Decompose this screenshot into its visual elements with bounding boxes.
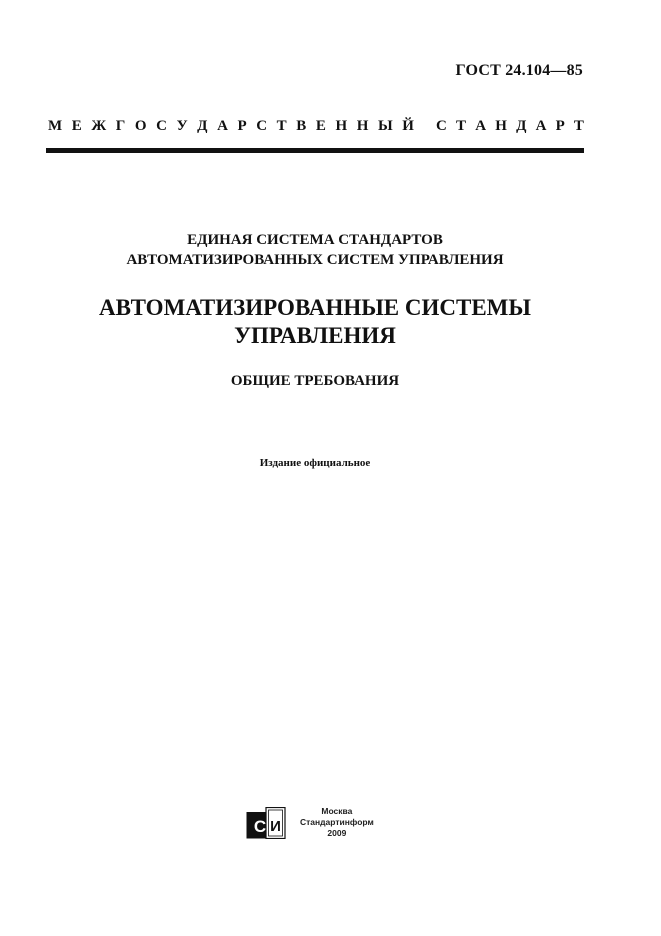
category-word-standard [436,118,584,135]
category-letter: А [535,118,547,134]
document-title [0,294,630,350]
category-letter: С [436,118,447,134]
category-letter: Т [573,118,584,134]
category-letter: Ы [377,118,393,134]
gost-number: ГОСТ 24.104—85 [455,62,583,79]
standard-category [48,118,584,135]
document-title-line-1: АВТОМАТИЗИРОВАННЫЕ СИСТЕМЫ [99,295,531,320]
category-letter: В [296,118,307,134]
category-letter: С [156,118,167,134]
category-letter: А [475,118,487,134]
publisher-block [246,806,374,839]
category-letter: Р [237,118,247,134]
series-title-line-1: ЕДИНАЯ СИСТЕМА СТАНДАРТОВ [187,232,443,248]
category-letter: С [256,118,268,134]
publisher-imprint [300,806,374,839]
category-letter: Н [495,118,507,134]
series-title-line-2: АВТОМАТИЗИРОВАННЫХ СИСТЕМ УПРАВЛЕНИЯ [126,252,504,268]
series-title [0,230,630,270]
edition-note: Издание официальное [259,457,371,469]
category-letter: Т [276,118,287,134]
category-letter: Е [71,118,82,134]
category-letter: А [217,118,228,134]
category-letter: Д [197,118,208,134]
category-letter: Н [356,118,369,134]
category-letter: Й [402,118,414,134]
svg-text:И: И [270,817,281,835]
svg-text:С: С [253,816,267,836]
category-letter: У [176,118,188,134]
header-rule [46,148,584,153]
category-letter: Е [315,118,326,134]
category-letter: Д [516,118,527,134]
document-subtitle: ОБЩИЕ ТРЕБОВАНИЯ [230,373,400,389]
publisher-city: Москва [321,806,353,816]
category-letter: Ж [91,118,107,134]
category-letter: М [48,118,63,134]
category-word-interstate [48,118,414,135]
publisher-name: Стандартинформ [300,817,374,827]
category-letter: Г [115,118,126,134]
category-letter: О [134,118,147,134]
category-letter: Н [335,118,348,134]
category-letter: Т [456,118,467,134]
document-title-line-2: УПРАВЛЕНИЯ [234,323,396,348]
standartinform-logo-icon [246,807,286,839]
publisher-year: 2009 [327,828,347,838]
category-letter: Р [555,118,565,134]
